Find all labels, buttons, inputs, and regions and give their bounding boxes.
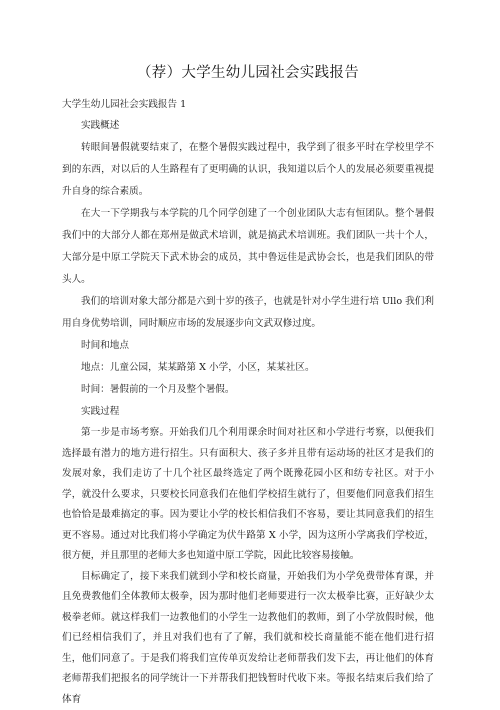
paragraph-market-survey: 第一步是市场考察。开始我们几个利用课余时间对社区和小学进行考察，以便我们选择最有潜力的地方进行招生。只有面积大、孩子多并且带有运动场的社区才是我们的发展对象，我们走访了十几个社区最终选定了两个既豫花园小区和纺专社区。对于小学，就没什么要求，只要校长同意我们在他们学校招生就行了，但要他们同意我们招生也恰恰是最难搞定的事。因为要让小学的校长相信我们不容易，要让其同意我们的招生更不容易。通过对比我们将小学确定为伏牛路第 X 小学，因为这所小学离我们学校近，很方便，并且那里的老师大多也知道中原工学院，因此比较容易接触。 bbox=[62, 423, 434, 567]
paragraph-team: 在大一下学期我与本学院的几个同学创建了一个创业团队大志有恒团队。整个暑假我们中的大部分人都在郑州是做武术培训，就是搞武术培训班。我们团队一共十个人，大部分是中原工学院天下武术协会的成员，其中鲁远佳是武协会长，也是我们团队的带头人。 bbox=[62, 203, 434, 291]
paragraph-audience: 我们的培训对象大部分都是六到十岁的孩子，也就是针对小学生进行培 Ullo 我们利用自身优势培训，同时顺应市场的发展逐步向文武双修过度。 bbox=[62, 291, 434, 335]
report-subtitle: 大学生幼儿园社会实践报告 1 bbox=[62, 97, 434, 113]
heading-process: 实践过程 bbox=[62, 401, 434, 423]
paragraph-intro: 转眼间暑假就要结束了，在整个暑假实践过程中，我学到了很多平时在学校里学不到的东西，对以后的人生路程有了更明确的认识，我知道以后个人的发展必须要重视提升自身的综合素质。 bbox=[62, 137, 434, 203]
paragraph-goal: 目标确定了，接下来我们就到小学和校长商量，开始我们为小学免费带体育课，并且免费教他们全体教师太极拳，因为那时他们老师要进行一次太极拳比赛，正好缺少太极拳老师。就这样我们一边教他们的小学生一边教他们的教师，到了小学放假时候，他们已经相信我们了，并且对我们也有了了解，我们就和校长商量能不能在他们进行招生，他们同意了。于是我们将我们宣传单页发给让老师帮我们发下去，再让他们的体育老师帮我们把报名的同学统计一下并帮我们把钱暂时代收下来。等报名结束后我们给了体育 bbox=[62, 567, 434, 710]
document-title: （荐）大学生幼儿园社会实践报告 bbox=[62, 64, 434, 82]
heading-time-place: 时间和地点 bbox=[62, 335, 434, 357]
heading-overview: 实践概述 bbox=[62, 115, 434, 137]
paragraph-location: 地点：儿童公园，某某路第 X 小学，小区，某某社区。 bbox=[62, 357, 434, 379]
paragraph-time: 时间：暑假前的一个月及整个暑假。 bbox=[62, 379, 434, 401]
